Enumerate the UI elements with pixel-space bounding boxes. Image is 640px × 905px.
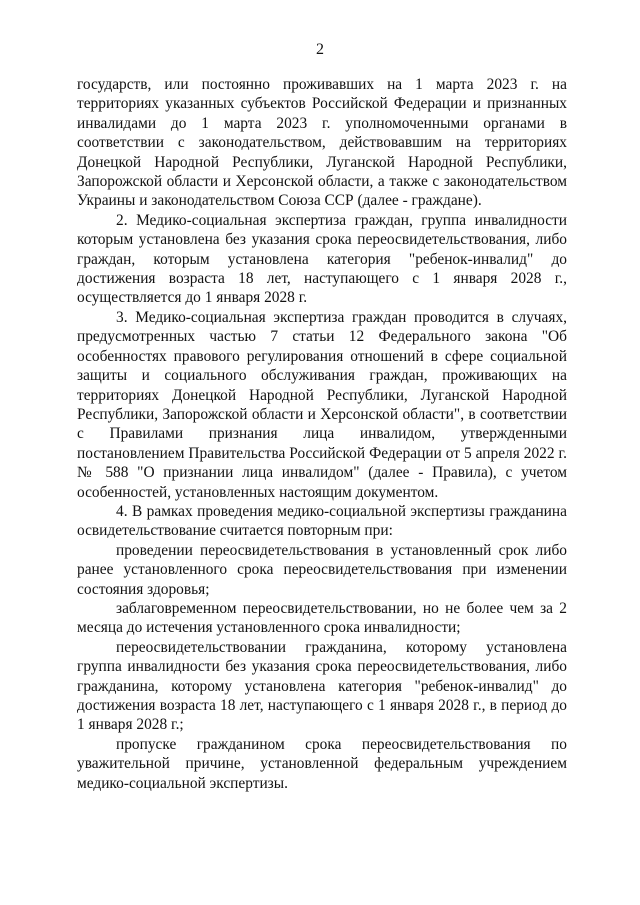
paragraph-item-2: 2. Медико-социальная экспертиза граждан, группа инвалидности которым установлена без указания срока переосвидетельствования, либо граждан, которым установлена категория "ребенок-инвалид" до достижения возраста 18 лет, наступающего с 1 января 2028 г., осуществляется до 1 января 2028 г. — [77, 211, 567, 307]
list-item-missed-deadline: пропуске гражданином срока переосвидетельствования по уважительной причине, установленной федеральным учреждением медико-социальной экспертизы. — [77, 735, 567, 792]
paragraph-item-4: 4. В рамках проведения медико-социальной экспертизы гражданина освидетельствование считается повторным при: — [77, 502, 567, 540]
page-number: 2 — [316, 41, 324, 58]
paragraph-item-3: 3. Медико-социальная экспертиза граждан проводится в случаях, предусмотренных частью 7 статьи 12 Федерального закона "Об особенностях правового регулирования отношений в сфере социальной защиты и социального обслуживания граждан, проживающих на территориях Донецкой Народной Республики, Луганской Народной Республики, Запорожской области и Херсонской области", в соответствии с Правилами признания лица инвалидом, утвержденными постановлением Правительства Российской Федерации от 5 апреля 2022 г. № 588 "О признании лица инвалидом" (далее - Правила), с учетом особенностей, установленных настоящим документом. — [77, 308, 567, 501]
list-item-indefinite-disability: переосвидетельствовании гражданина, которому установлена группа инвалидности без указания срока переосвидетельствования, либо гражданина, которому установлена категория "ребенок-инвалид" до достижения возраста 18 лет, наступающего с 1 января 2028 г., в период до 1 января 2028 г.; — [77, 638, 567, 734]
paragraph-continuation: государств, или постоянно проживавших на 1 марта 2023 г. на территориях указанных субъектов Российской Федерации и признанных инвалидами до 1 марта 2023 г. уполномоченными органами в соответствии с законодательством, действовавшим на территориях Донецкой Народной Республики, Луганской Народной Республики, Запорожской области и Херсонской области, а также с законодательством Украины и законодательством Союза ССР (далее - граждане). — [77, 76, 567, 210]
document-body — [77, 75, 567, 793]
list-item-early-reexamination: заблаговременном переосвидетельствовании, но не более чем за 2 месяца до истечения установленного срока инвалидности; — [77, 599, 567, 637]
list-item-reexamination: проведении переосвидетельствования в установленный срок либо ранее установленного срока переосвидетельствования при изменении состояния здоровья; — [77, 541, 567, 598]
